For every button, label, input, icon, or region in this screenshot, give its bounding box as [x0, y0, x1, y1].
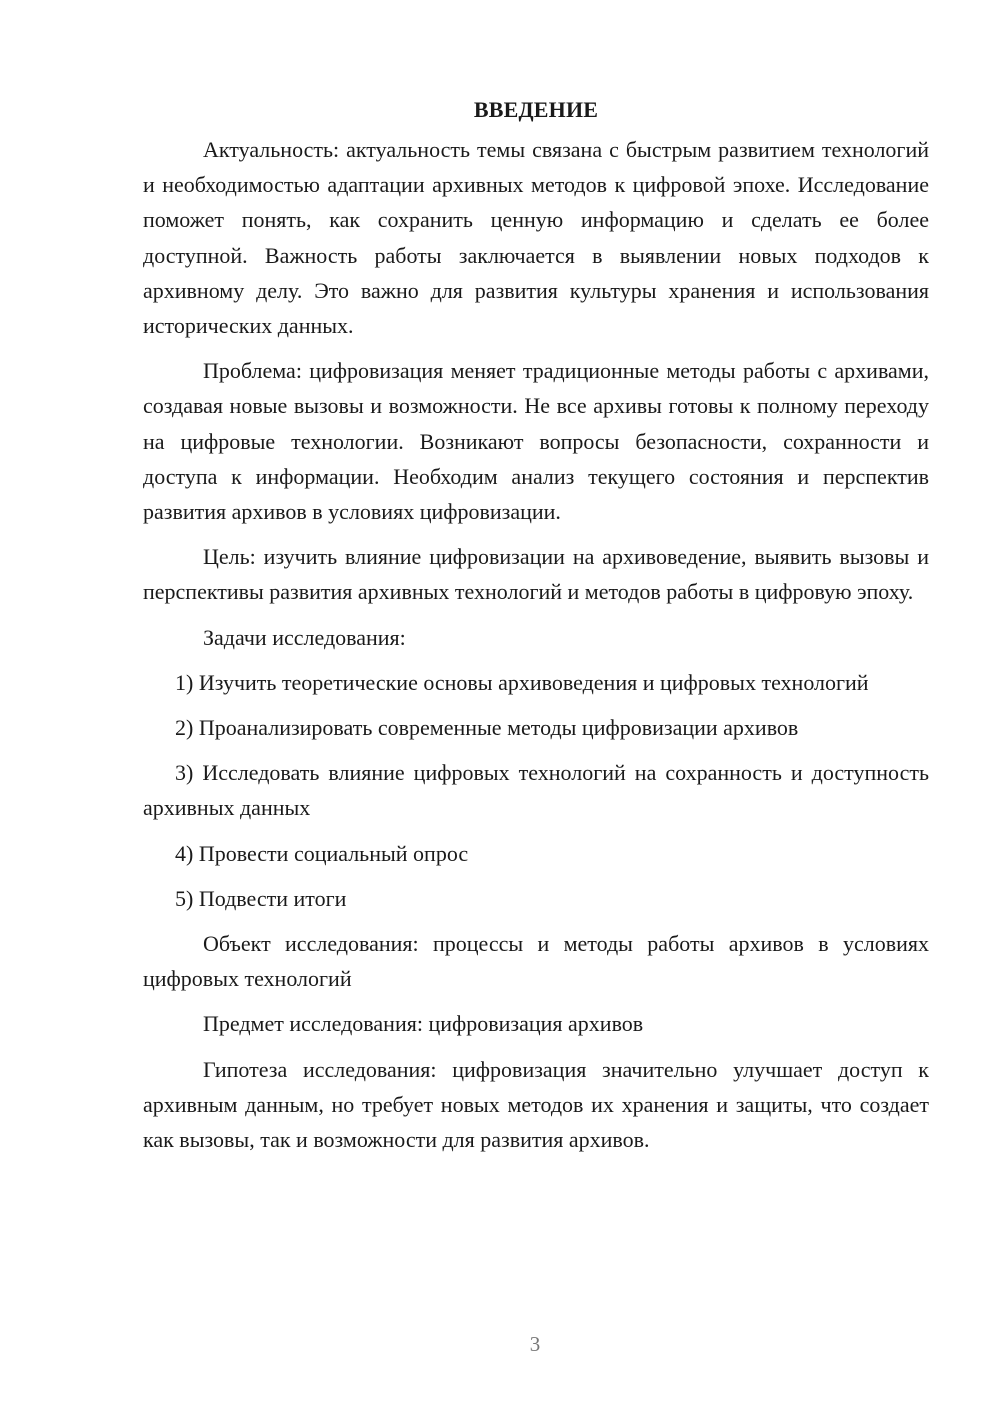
hypothesis-paragraph: Гипотеза исследования: цифровизация значительно улучшает доступ к архивным данным, но требует новых методов их хранения и защиты, что создает как вызовы, так и возможности для развития архивов. [143, 1056, 929, 1153]
page-title: ВВЕДЕНИЕ [473, 97, 599, 122]
goal-paragraph: Цель: изучить влияние цифровизации на архивоведение, выявить вызовы и перспективы развития архивных технологий и методов работы в цифровую эпоху. [143, 544, 929, 605]
page-number: 3 [529, 1332, 541, 1356]
document-page [143, 92, 929, 1167]
task-item: 3) Исследовать влияние цифровых технологий на сохранность и доступность архивных данных [143, 760, 929, 821]
problem-paragraph: Проблема: цифровизация меняет традиционные методы работы с архивами, создавая новые вызовы и возможности. Не все архивы готовы к полному переходу на цифровые технологии. Возникают вопросы безопасности, сохранности и доступа к информации. Необходим анализ текущего состояния и перспектив развития архивов в условиях цифровизации. [143, 358, 929, 525]
task-item: 5) Подвести итоги [175, 885, 347, 911]
task-item: 1) Изучить теоретические основы архивоведения и цифровых технологий [175, 669, 869, 695]
relevance-paragraph: Актуальность: актуальность темы связана с быстрым развитием технологий и необходимостью адаптации архивных методов к цифровой эпохе. Исследование поможет понять, как сохранить ценную информацию и сделать ее более доступной. Важность работы заключается в выявлении новых подходов к архивному делу. Это важно для развития культуры хранения и использования исторических данных. [143, 137, 929, 339]
object-paragraph: Объект исследования: процессы и методы работы архивов в условиях цифровых технологий [143, 931, 929, 992]
task-item: 2) Проанализировать современные методы цифровизации архивов [175, 715, 799, 741]
task-item: 4) Провести социальный опрос [175, 840, 469, 866]
tasks-heading: Задачи исследования: [203, 624, 406, 650]
subject-paragraph: Предмет исследования: цифровизация архивов [203, 1011, 644, 1037]
